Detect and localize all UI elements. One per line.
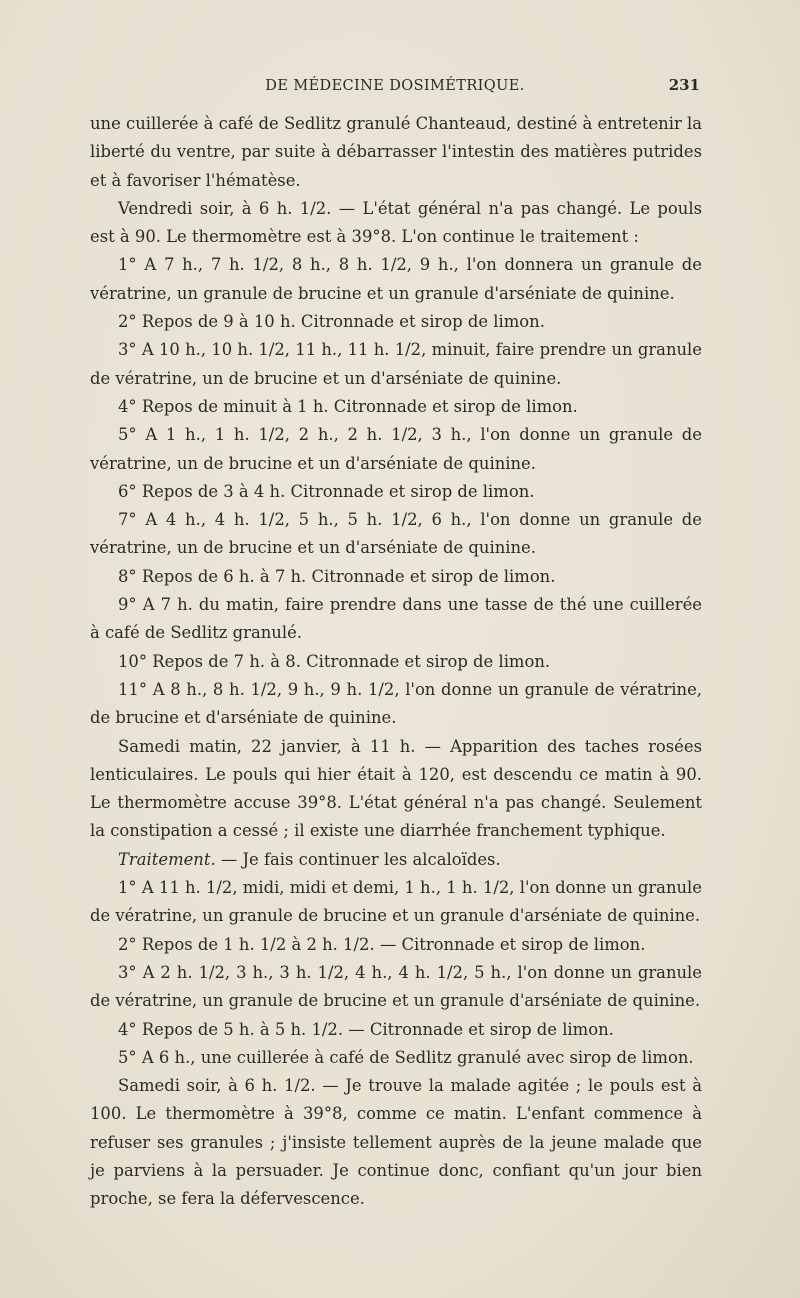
paragraph bbox=[90, 393, 702, 421]
paragraph-text: 10° Repos de 7 h. à 8. Citronnade et sirop de limon. bbox=[118, 651, 551, 671]
paragraph-text: 1° A 7 h., 7 h. 1/2, 8 h., 8 h. 1/2, 9 h., l'on donnera un granule de vératrine, un granule de brucine et un granule d'arséniate de quinine. bbox=[90, 255, 702, 303]
paragraph-text: 8° Repos de 6 h. à 7 h. Citronnade et sirop de limon. bbox=[118, 566, 556, 586]
paragraph bbox=[90, 110, 702, 195]
paragraph bbox=[90, 733, 702, 846]
paragraph bbox=[90, 1044, 702, 1072]
paragraph bbox=[90, 1072, 702, 1213]
paragraph bbox=[90, 931, 702, 959]
paragraph bbox=[90, 846, 702, 874]
paragraph-text: Vendredi soir, à 6 h. 1/2. — L'état général n'a pas changé. Le pouls est à 90. Le thermomètre est à 39°8. L'on continue le traitement : bbox=[90, 198, 702, 247]
paragraph bbox=[90, 676, 702, 733]
paragraph-text: 3° A 10 h., 10 h. 1/2, 11 h., 11 h. 1/2, minuit, faire prendre un granule de vératrine, un de brucine et un d'arséniate de quinine. bbox=[90, 340, 702, 388]
paragraph bbox=[90, 251, 702, 308]
paragraph-text: Samedi soir, à 6 h. 1/2. — Je trouve la malade agitée ; le pouls est à 100. Le thermomètre à 39°8, comme ce matin. L'enfant commence à refuser ses granules ; j'insiste tellement auprès de la jeune malade que je parviens à la persuader. Je continue donc, confiant qu'un jour bien proche, se fera la défervescence. bbox=[90, 1076, 702, 1209]
paragraph bbox=[90, 591, 702, 648]
paragraph bbox=[90, 563, 702, 591]
section-label: Traitement. bbox=[118, 849, 216, 869]
paragraph bbox=[90, 478, 702, 506]
running-header bbox=[90, 78, 700, 102]
paragraph bbox=[90, 1016, 702, 1044]
paragraph bbox=[90, 874, 702, 931]
paragraph-text: 4° Repos de 5 h. à 5 h. 1/2. — Citronnade et sirop de limon. bbox=[118, 1019, 614, 1039]
paragraph-text: 2° Repos de 1 h. 1/2 à 2 h. 1/2. — Citronnade et sirop de limon. bbox=[118, 934, 646, 954]
paragraph-text: — Je fais continuer les alcaloïdes. bbox=[215, 849, 501, 869]
running-title: DE MÉDECINE DOSIMÉTRIQUE. bbox=[265, 78, 525, 94]
paragraph-text: 1° A 11 h. 1/2, midi, midi et demi, 1 h., 1 h. 1/2, l'on donne un granule de vératrine, un granule de brucine et un granule d'arséniate de quinine. bbox=[90, 878, 702, 926]
paragraph bbox=[90, 421, 702, 478]
paragraph bbox=[90, 648, 702, 676]
paragraph bbox=[90, 506, 702, 563]
paragraph-text: 5° A 1 h., 1 h. 1/2, 2 h., 2 h. 1/2, 3 h., l'on donne un granule de vératrine, un de brucine et un d'arséniate de quinine. bbox=[90, 425, 702, 473]
paragraph-text: Samedi matin, 22 janvier, à 11 h. — Apparition des taches rosées lenticulaires. Le pouls qui hier était à 120, est descendu ce matin à 90. Le thermomètre accuse 39°8. L'état général n'a pas changé. Seulement la constipation a cessé ; il existe une diarrhée franchement typhique. bbox=[90, 736, 702, 841]
paragraph-text: 11° A 8 h., 8 h. 1/2, 9 h., 9 h. 1/2, l'on donne un granule de vératrine, de brucine et d'arséniate de quinine. bbox=[90, 679, 702, 728]
body-text bbox=[90, 110, 702, 1214]
paragraph-text: 9° A 7 h. du matin, faire prendre dans une tasse de thé une cuillerée à café de Sedlitz granulé. bbox=[90, 595, 702, 643]
paragraph-text: 6° Repos de 3 à 4 h. Citronnade et sirop de limon. bbox=[118, 481, 535, 501]
paragraph bbox=[90, 336, 702, 393]
paragraph bbox=[90, 195, 702, 252]
paragraph bbox=[90, 308, 702, 336]
paragraph-text: 2° Repos de 9 à 10 h. Citronnade et sirop de limon. bbox=[118, 312, 545, 332]
paragraph-text: 4° Repos de minuit à 1 h. Citronnade et sirop de limon. bbox=[118, 396, 578, 416]
paragraph bbox=[90, 959, 702, 1016]
paragraph-text: 3° A 2 h. 1/2, 3 h., 3 h. 1/2, 4 h., 4 h. 1/2, 5 h., l'on donne un granule de vératrine, un granule de brucine et un granule d'arséniate de quinine. bbox=[90, 962, 702, 1011]
paragraph-text: 7° A 4 h., 4 h. 1/2, 5 h., 5 h. 1/2, 6 h., l'on donne un granule de vératrine, un de brucine et un d'arséniate de quinine. bbox=[90, 510, 702, 558]
page-number: 231 bbox=[668, 76, 700, 94]
paragraph-text: 5° A 6 h., une cuillerée à café de Sedlitz granulé avec sirop de limon. bbox=[118, 1047, 694, 1067]
paragraph-text: une cuillerée à café de Sedlitz granulé Chanteaud, destiné à entretenir la liberté du ventre, par suite à débarrasser l'intestin des matières putrides et à favoriser l'hématèse. bbox=[90, 114, 702, 190]
